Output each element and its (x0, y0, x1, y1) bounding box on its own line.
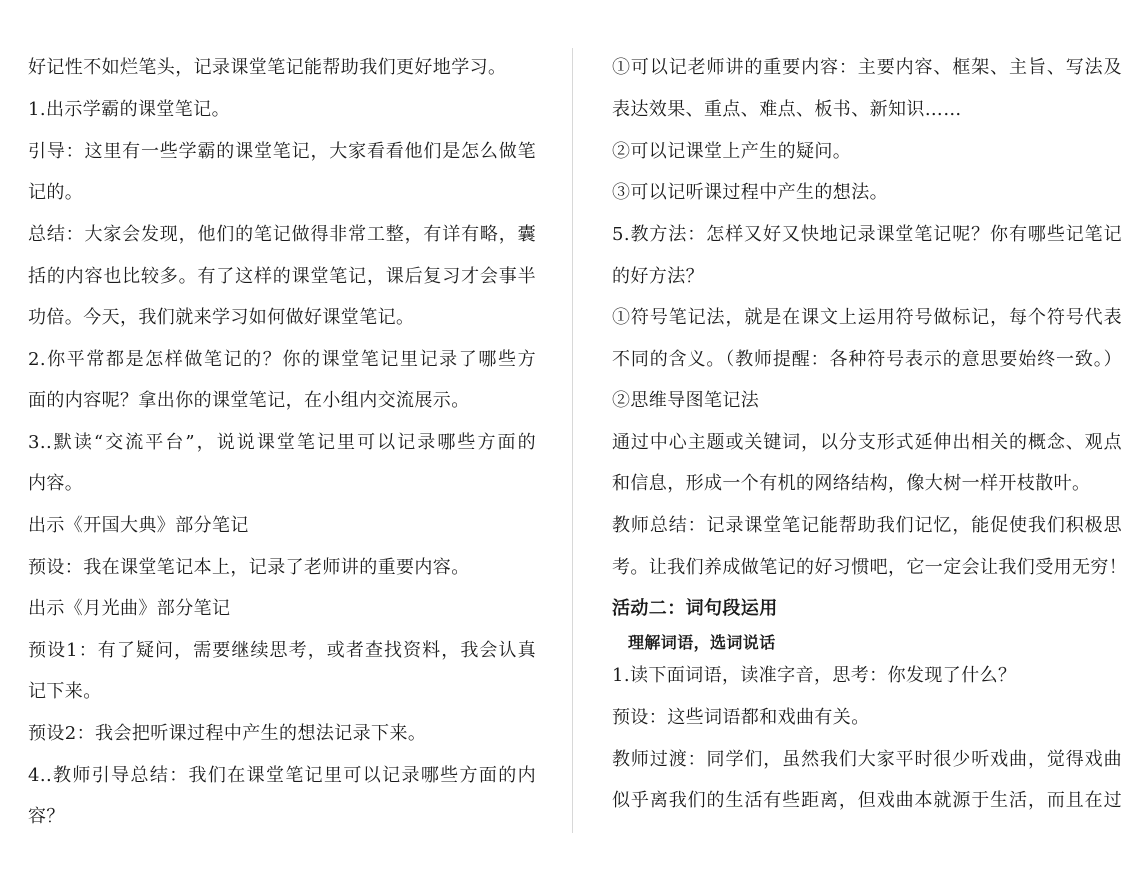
text-line: 功倍。今天，我们就来学习如何做好课堂笔记。 (28, 307, 415, 328)
text-line: 4..教师引导总结：我们在课堂笔记里可以记录哪些方面的内 (28, 765, 536, 786)
column-divider (572, 48, 573, 833)
text-line: 考。让我们养成做笔记的好习惯吧，它一定会让我们受用无穷！ (612, 557, 1128, 578)
text-line: 通过中心主题或关键词，以分支形式延伸出相关的概念、观点 (612, 432, 1122, 453)
subsection-heading: 理解词语，选词说话 (628, 633, 776, 652)
text-line: 3..默读“交流平台”，说说课堂笔记里可以记录哪些方面的 (28, 432, 536, 453)
text-line: ①可以记老师讲的重要内容：主要内容、框架、主旨、写法及 (612, 57, 1122, 78)
text-line: 记的。 (28, 182, 84, 203)
text-line: 的好方法？ (612, 266, 704, 287)
text-line: 预设2：我会把听课过程中产生的想法记录下来。 (28, 723, 427, 744)
section-heading: 活动二：词句段运用 (612, 598, 778, 619)
text-line: 面的内容呢？拿出你的课堂笔记，在小组内交流展示。 (28, 390, 470, 411)
text-line: 预设：这些词语都和戏曲有关。 (612, 707, 870, 728)
text-line: 不同的含义。（教师提醒：各种符号表示的意思要始终一致。） (612, 349, 1122, 370)
text-line: 预设1：有了疑问，需要继续思考，或者查找资料，我会认真 (28, 640, 536, 661)
text-line: 记下来。 (28, 681, 102, 702)
text-line: 1.出示学霸的课堂笔记。 (28, 99, 230, 120)
text-line: 教师总结：记录课堂笔记能帮助我们记忆，能促使我们积极思 (612, 515, 1122, 536)
text-line: 预设：我在课堂笔记本上，记录了老师讲的重要内容。 (28, 557, 470, 578)
text-line: 2.你平常都是怎样做笔记的？你的课堂笔记里记录了哪些方 (28, 349, 536, 370)
text-line: 引导：这里有一些学霸的课堂笔记，大家看看他们是怎么做笔 (28, 141, 536, 162)
text-line: 括的内容也比较多。有了这样的课堂笔记，课后复习才会事半 (28, 266, 536, 287)
text-line: 似乎离我们的生活有些距离，但戏曲本就源于生活，而且在过 (612, 790, 1122, 811)
text-line: 教师过渡：同学们，虽然我们大家平时很少听戏曲，觉得戏曲 (612, 749, 1122, 770)
text-line: 好记性不如烂笔头，记录课堂笔记能帮助我们更好地学习。 (28, 57, 507, 78)
text-line: 表达效果、重点、难点、板书、新知识…… (612, 99, 962, 120)
text-line: 内容。 (28, 473, 84, 494)
text-line: ②可以记课堂上产生的疑问。 (612, 141, 852, 162)
text-line: 出示《开国大典》部分笔记 (28, 515, 249, 536)
text-line: 1.读下面词语，读准字音，思考：你发现了什么？ (612, 665, 1017, 686)
text-line: 总结：大家会发现，他们的笔记做得非常工整，有详有略，囊 (28, 224, 536, 245)
text-line: ②思维导图笔记法 (612, 390, 760, 411)
text-line: ①符号笔记法，就是在课文上运用符号做标记，每个符号代表 (612, 307, 1122, 328)
text-line: 和信息，形成一个有机的网络结构，像大树一样开枝散叶。 (612, 473, 1091, 494)
text-line: 出示《月光曲》部分笔记 (28, 598, 231, 619)
text-line: 容？ (28, 806, 65, 827)
text-line: ③可以记听课过程中产生的想法。 (612, 182, 888, 203)
text-line: 5.教方法：怎样又好又快地记录课堂笔记呢？你有哪些记笔记 (612, 224, 1122, 245)
